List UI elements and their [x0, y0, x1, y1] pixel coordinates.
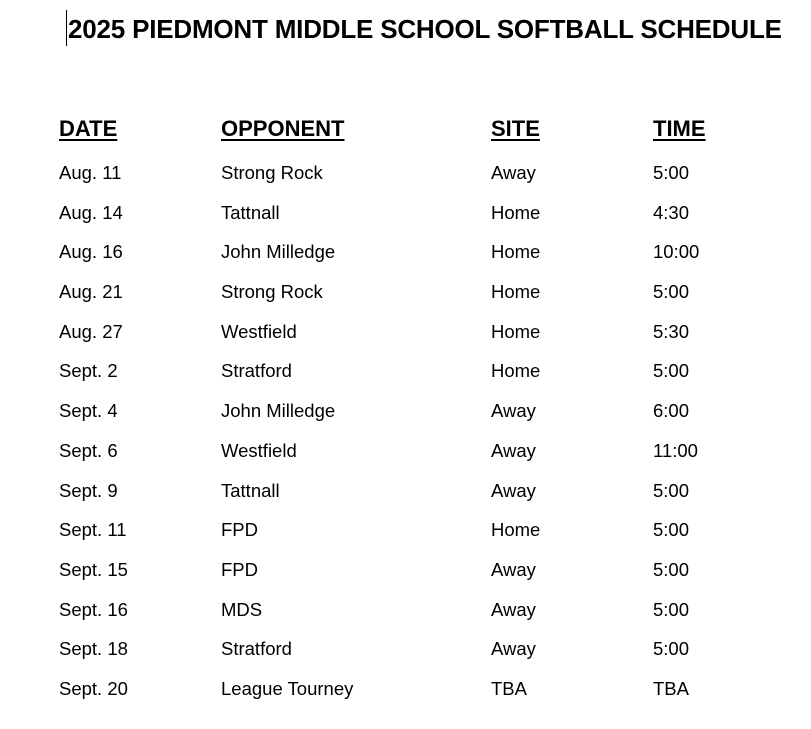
cell-opponent: Tattnall	[221, 479, 280, 501]
cell-time: 6:00	[653, 400, 690, 422]
cell-site: Away	[491, 439, 536, 461]
table-row	[59, 353, 779, 393]
table-row	[59, 631, 779, 671]
header-date: DATE	[59, 116, 118, 141]
table-row	[59, 433, 779, 473]
cell-date: Aug. 14	[59, 201, 123, 223]
cell-time: 5:00	[653, 162, 690, 183]
cell-date: Sept. 20	[59, 677, 128, 699]
table-row	[59, 552, 779, 592]
header-row	[59, 112, 779, 155]
cell-opponent: Westfield	[221, 320, 297, 342]
cell-site: Home	[491, 320, 541, 342]
cell-time: 5:30	[653, 320, 690, 342]
cell-opponent: MDS	[221, 598, 263, 620]
cell-opponent: Strong Rock	[221, 162, 323, 183]
cell-date: Aug. 21	[59, 281, 123, 303]
cell-date: Sept. 11	[59, 519, 127, 541]
cell-site: TBA	[491, 677, 527, 699]
table-row	[59, 155, 779, 195]
cell-time: 11:00	[653, 439, 698, 461]
table-row	[59, 473, 779, 513]
cell-date: Sept. 9	[59, 479, 118, 501]
cell-date: Aug. 27	[59, 320, 123, 342]
cell-time: 5:00	[653, 598, 690, 620]
cell-time: 5:00	[653, 281, 690, 303]
cell-opponent: Westfield	[221, 439, 297, 461]
table-row	[59, 671, 779, 711]
cell-opponent: Stratford	[221, 638, 292, 660]
cell-date: Aug. 11	[59, 162, 122, 183]
cell-site: Home	[491, 201, 541, 223]
cell-opponent: John Milledge	[221, 241, 336, 263]
cell-site: Home	[491, 241, 541, 263]
schedule-table	[59, 112, 779, 711]
cell-site: Home	[491, 519, 541, 541]
cell-opponent: League Tourney	[221, 677, 354, 699]
header-time: TIME	[653, 116, 706, 141]
cell-opponent: John Milledge	[221, 400, 336, 422]
cell-date: Sept. 4	[59, 400, 118, 422]
cell-site: Away	[491, 479, 536, 501]
cell-opponent: Tattnall	[221, 201, 280, 223]
table-row	[59, 274, 779, 314]
cell-time: 4:30	[653, 201, 690, 223]
cell-date: Sept. 16	[59, 598, 128, 620]
cell-site: Away	[491, 598, 536, 620]
table-row	[59, 393, 779, 433]
cell-site: Away	[491, 638, 536, 660]
table-row	[59, 195, 779, 235]
cell-site: Away	[491, 558, 536, 580]
table-row	[59, 512, 779, 552]
cell-date: Sept. 6	[59, 439, 118, 461]
cell-site: Home	[491, 360, 541, 382]
cell-date: Aug. 16	[59, 241, 123, 263]
document-title: 2025 PIEDMONT MIDDLE SCHOOL SOFTBALL SCHEDULE	[68, 14, 782, 44]
header-site: SITE	[491, 116, 540, 141]
header-opponent: OPPONENT	[221, 116, 345, 141]
schedule-rows	[59, 155, 779, 711]
cell-date: Sept. 18	[59, 638, 128, 660]
cell-date: Sept. 15	[59, 558, 128, 580]
cell-time: 5:00	[653, 360, 690, 382]
table-row	[59, 314, 779, 354]
cell-site: Away	[491, 400, 536, 422]
cell-time: 10:00	[653, 241, 700, 263]
table-row	[59, 234, 779, 274]
cell-opponent: FPD	[221, 558, 258, 580]
cell-site: Home	[491, 281, 541, 303]
cell-time: 5:00	[653, 638, 690, 660]
text-cursor	[66, 10, 67, 46]
cell-opponent: Strong Rock	[221, 281, 323, 303]
cell-opponent: Stratford	[221, 360, 292, 382]
cell-time: 5:00	[653, 479, 690, 501]
cell-time: TBA	[653, 677, 689, 699]
cell-opponent: FPD	[221, 519, 258, 541]
cell-time: 5:00	[653, 558, 690, 580]
cell-date: Sept. 2	[59, 360, 118, 382]
cell-time: 5:00	[653, 519, 690, 541]
table-row	[59, 592, 779, 632]
cell-site: Away	[491, 162, 536, 183]
